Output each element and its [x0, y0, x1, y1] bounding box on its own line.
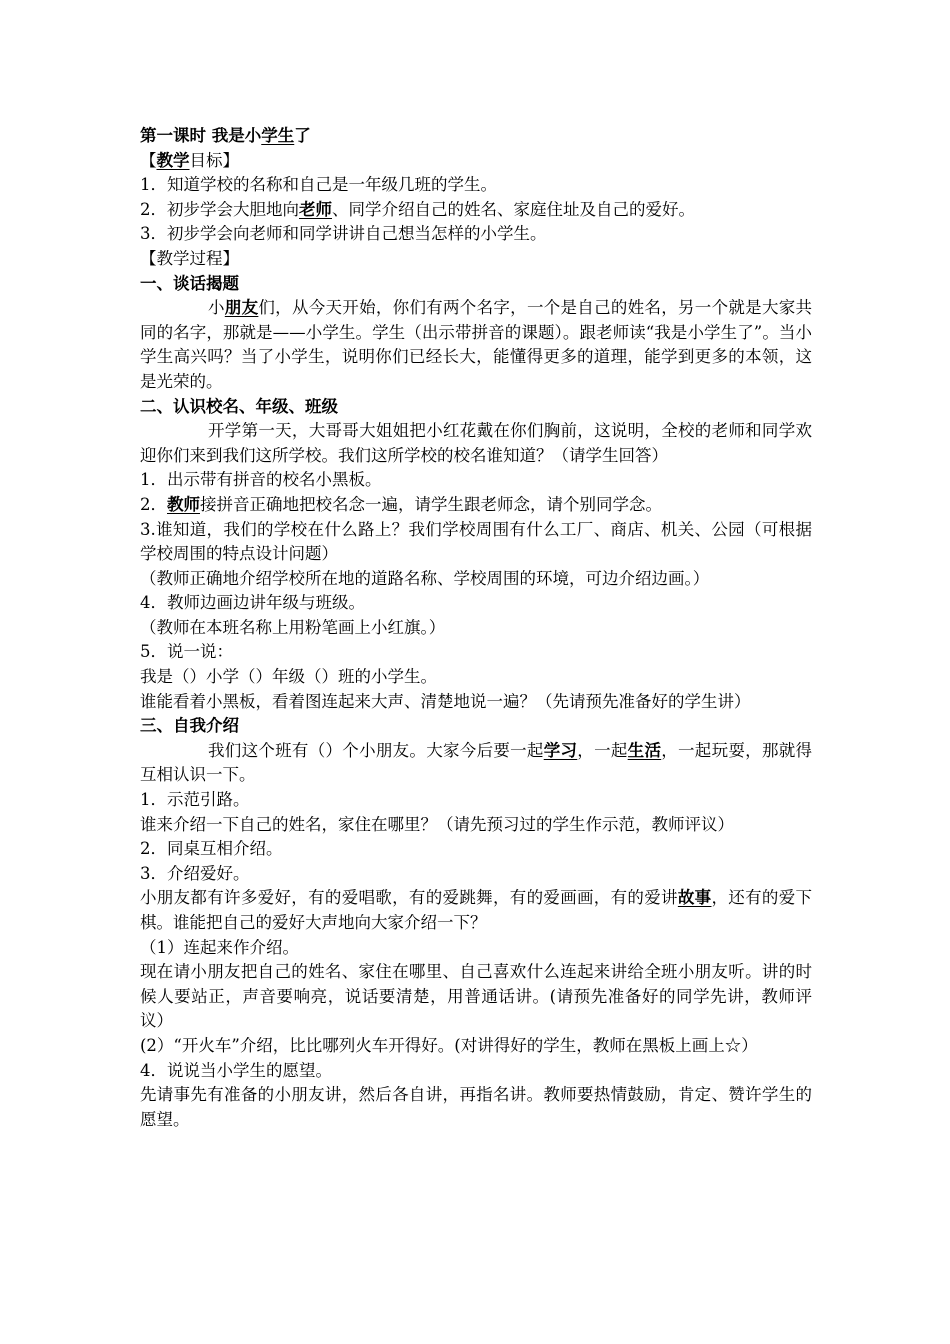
s3-item-3-pre: 小朋友都有许多爱好，有的爱唱歌，有的爱跳舞，有的爱画画，有的爱讲 — [140, 888, 678, 908]
title-link-xuesheng[interactable]: 学生 — [261, 126, 295, 145]
title-text: 第一课时 我是小 — [140, 126, 262, 145]
bracket-open: 【 — [140, 150, 157, 170]
link-shenghuo[interactable]: 生活 — [627, 740, 662, 760]
link-pengyou[interactable]: 朋友 — [224, 298, 259, 318]
s1-pre: 小 — [208, 298, 225, 318]
s3-mid: ，一起 — [577, 740, 628, 760]
goals-heading — [140, 149, 812, 174]
s2-note-3: （教师正确地介绍学校所在地的道路名称、学校周围的环境，可边介绍边画。） — [140, 568, 710, 588]
lesson-plan-document — [140, 124, 812, 1132]
section-2-paragraph: 开学第一天，大哥哥大姐姐把小红花戴在你们胸前，这说明，全校的老师和同学欢迎你们来到我们这所学校。我们这所学校的校名谁知道？（请学生回答） — [140, 421, 812, 465]
s2-item-3: 3.谁知道，我们的学校在什么路上？我们学校周围有什么工厂、商店、机关、公园（可根据学校周围的特点设计问题） — [140, 519, 812, 564]
section-3-paragraph — [140, 739, 812, 788]
s1-post: 们，从今天开始，你们有两个名字，一个是自己的姓名，另一个就是大家共同的名字，那就是——小学生。学生（出示带拼音的课题）。跟老师读“我是小学生了”。当小学生高兴吗？当了小学生，说明你们已经长大，能懂得更多的道理，能学到更多的本领，这是光荣的。 — [140, 298, 813, 391]
s3-item-3-text — [140, 886, 812, 935]
goal-2-pre: 2．初步学会大胆地向 — [140, 199, 299, 219]
s3-item-4: 4．说说当小学生的愿望。 — [140, 1060, 332, 1080]
link-xuexi[interactable]: 学习 — [543, 740, 578, 760]
s3-sub-1: （1）连起来作介绍。 — [140, 937, 299, 957]
goal-3: 3．初步学会向老师和同学讲讲自己想当怎样的小学生。 — [140, 224, 547, 244]
s2-ask: 谁能看着小黑板，看着图连起来大声、清楚地说一遍？（先请预先准备好的学生讲） — [140, 691, 751, 711]
link-jiaoshi[interactable]: 教师 — [167, 494, 200, 514]
lesson-title — [140, 124, 812, 149]
s2-item-2-pre: 2． — [140, 494, 167, 514]
s2-item-4: 4．教师边画边讲年级与班级。 — [140, 593, 365, 613]
link-gushi[interactable]: 故事 — [677, 888, 712, 908]
goal-1: 1．知道学校的名称和自己是一年级几班的学生。 — [140, 175, 497, 195]
process-heading: 【教学过程】 — [140, 248, 239, 268]
section-1-paragraph — [140, 296, 812, 394]
link-jiaoxue[interactable]: 教学 — [156, 150, 190, 170]
s2-item-5: 5．说一说： — [140, 642, 233, 662]
s2-fill-blank: 我是（）小学（）年级（）班的小学生。 — [140, 667, 437, 687]
goal-2 — [140, 198, 812, 223]
s3-item-2: 2．同桌互相介绍。 — [140, 839, 283, 859]
s3-pre: 我们这个班有（）个小朋友。大家今后要一起 — [208, 740, 544, 760]
s2-item-2 — [140, 493, 812, 518]
s3-item-4-text: 先请事先有准备的小朋友讲，然后各自讲，再指名讲。教师要热情鼓励，肯定、赞许学生的愿望。 — [140, 1085, 812, 1129]
section-2-heading: 二、认识校名、年级、班级 — [140, 396, 338, 416]
s3-item-3-post: ，还有的爱下棋。谁能把自己的爱好大声地向大家介绍一下？ — [140, 888, 813, 932]
s3-post: ，一起玩耍，那就得互相认识一下。 — [140, 740, 813, 785]
goals-heading-rest: 目标】 — [189, 150, 239, 170]
s3-item-1-text: 谁来介绍一下自己的姓名，家住在哪里？（请先预习过的学生作示范，教师评议） — [140, 814, 734, 834]
link-laoshi[interactable]: 老师 — [299, 199, 332, 219]
section-1-heading: 一、谈话揭题 — [140, 273, 239, 293]
s2-item-2-post: 接拼音正确地把校名念一遍，请学生跟老师念，请个别同学念。 — [200, 494, 662, 514]
goal-2-post: 、同学介绍自己的姓名、家庭住址及自己的爱好。 — [332, 199, 695, 219]
s2-note-4: （教师在本班名称上用粉笔画上小红旗。） — [140, 617, 446, 637]
s2-item-1: 1．出示带有拼音的校名小黑板。 — [140, 470, 382, 490]
section-3-heading: 三、自我介绍 — [140, 716, 239, 736]
s3-item-1: 1．示范引路。 — [140, 790, 250, 810]
s3-item-3: 3．介绍爱好。 — [140, 863, 250, 883]
s3-sub-2: (2）“开火车”介绍，比比哪列火车开得好。(对讲得好的学生，教师在黑板上画上☆） — [140, 1035, 758, 1055]
s3-sub-1-text: 现在请小朋友把自己的姓名、家住在哪里、自己喜欢什么连起来讲给全班小朋友听。讲的时候人要站正，声音要响亮，说话要清楚，用普通话讲。(请预先准备好的同学先讲，教师评议） — [140, 962, 812, 1031]
title-text-end: 了 — [294, 126, 311, 145]
